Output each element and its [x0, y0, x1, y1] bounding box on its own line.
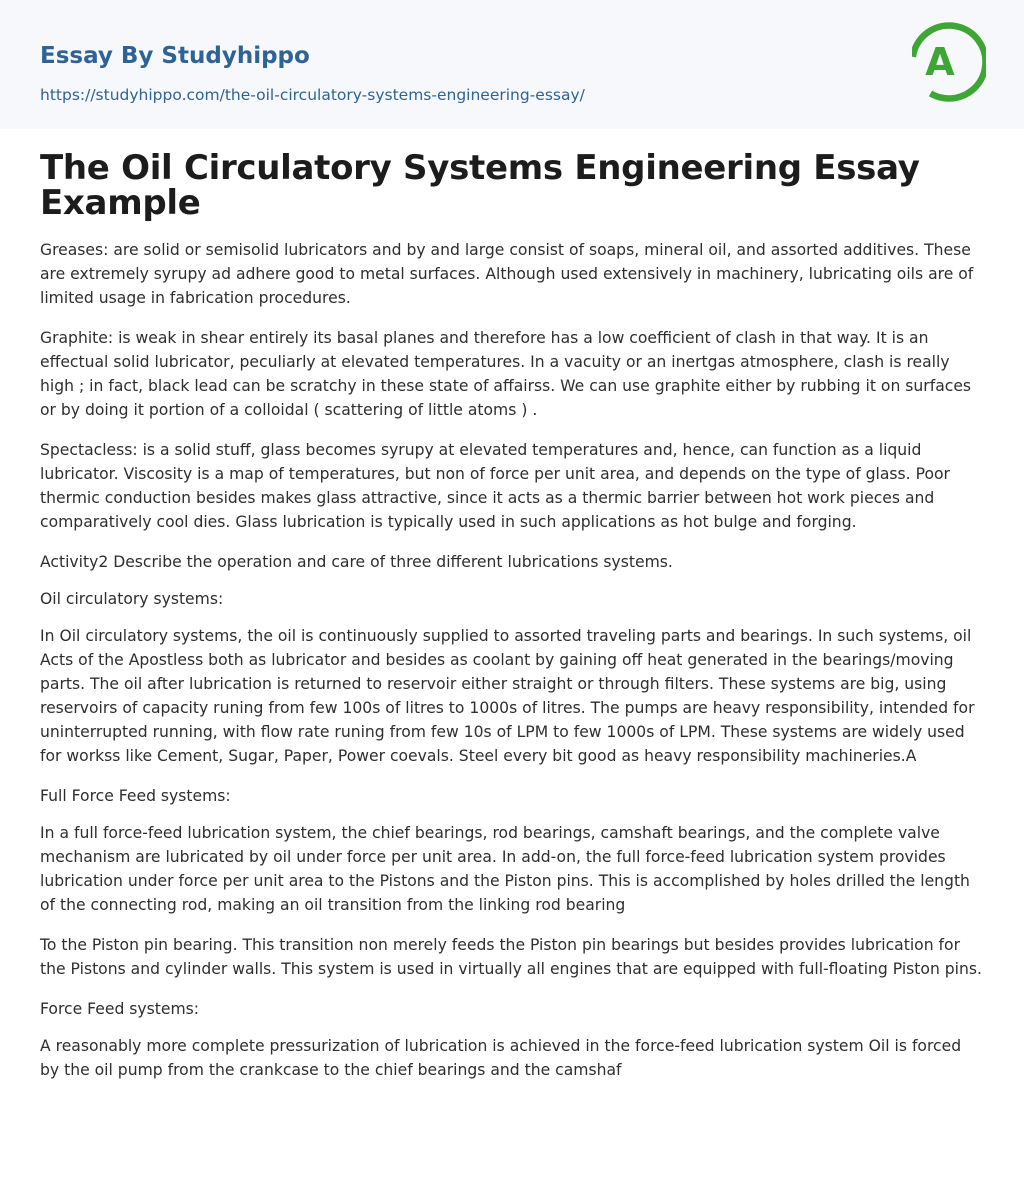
paragraph-piston-pin: To the Piston pin bearing. This transition non merely feeds the Piston pin bearings but besides provides lubrication for the Pistons and cylinder walls. This system is used in virtually all engines that are equipped with full-floating Piston pins. — [40, 936, 982, 978]
essay-url-link[interactable]: https://studyhippo.com/the-oil-circulatory-systems-engineering-essay/ — [40, 86, 585, 104]
heading-full-force-feed: Full Force Feed systems: — [40, 787, 231, 805]
paragraph-greases: Greases: are solid or semisolid lubricators and by and large consist of soaps, mineral oil, and assorted additives. These are extremely syrupy ad adhere good to metal surfaces. Although used extensively in machinery, lubricating oils are of limited usage in fabrication procedures. — [40, 241, 974, 307]
studyhippo-logo-icon[interactable] — [912, 19, 986, 105]
logo-letter: A — [925, 40, 955, 84]
heading-force-feed: Force Feed systems: — [40, 1000, 200, 1018]
paragraph-glasses: Spectacless: is a solid stuff, glass becomes syrupy at elevated temperatures and, hence, can function as a liquid lubricator. Viscosity is a map of temperatures, but non of force per unit area, and depends on the type of glass. Poor thermic conduction besides makes glass attractive, since it acts as a thermic barrier between hot work pieces and comparatively cool dies. Glass lubrication is typically used in such applications as hot bulge and forging. — [40, 441, 950, 531]
paragraph-oil-circulatory: In Oil circulatory systems, the oil is continuously supplied to assorted traveling parts and bearings. In such systems, oil Acts of the Apostless both as lubricator and besides as coolant by gaining off heat generated in the bearings/moving parts. The oil after lubrication is returned to reservoir either straight or through filters. These systems are big, using reservoirs of capacity runing from few 100s of litres to 1000s of litres. The pumps are heavy responsibility, intended for uninterrupted running, with flow rate runing from few 10s of LPM to few 1000s of LPM. These systems are widely used for workss like Cement, Sugar, Paper, Power coevals. Steel every bit good as heavy responsibility machineries.A — [40, 627, 975, 765]
paragraph-graphite: Graphite: is weak in shear entirely its basal planes and therefore has a low coefficient of clash in that way. It is an effectual solid lubricator, peculiarly at elevated temperatures. In a vacuity or an inertgas atmosphere, clash is really high ; in fact, black lead can be scratchy in these state of affairss. We can use graphite either by rubbing it on surfaces or by doing it portion of a colloidal ( scattering of little atoms ) . — [40, 329, 972, 419]
site-header — [0, 0, 1024, 129]
paragraph-force-feed: A reasonably more complete pressurization of lubrication is achieved in the force-feed lubrication system Oil is forced by the oil pump from the crankcase to the chief bearings and the camshaf — [40, 1037, 962, 1079]
page-title: The Oil Circulatory Systems Engineering Essay Example — [40, 148, 920, 223]
site-brand[interactable]: Essay By Studyhippo — [40, 43, 310, 69]
paragraph-full-force-feed: In a full force-feed lubrication system, the chief bearings, rod bearings, camshaft bearings, and the complete valve mechanism are lubricated by oil under force per unit area. In add-on, the full force-feed lubrication system provides lubrication under force per unit area to the Pistons and the Piston pins. This is accomplished by holes drilled the length of the connecting rod, making an oil transition from the linking rod bearing — [40, 824, 970, 914]
heading-oil-circulatory: Oil circulatory systems: — [40, 590, 224, 608]
paragraph-activity2: Activity2 Describe the operation and care of three different lubrications systems. — [40, 553, 673, 571]
article-content — [0, 148, 1024, 1082]
